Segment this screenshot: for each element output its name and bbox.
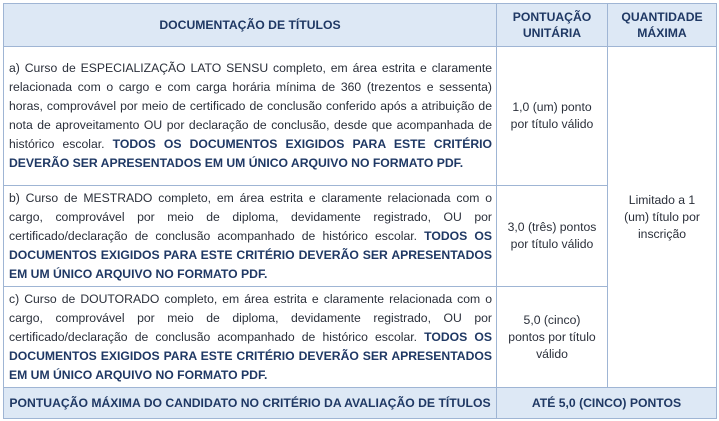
header-quantidade [608,4,717,47]
header-pontuacao-line1: PONTUAÇÃO [512,10,592,24]
header-pontuacao [497,4,608,47]
criterion-text: c) Curso de DOUTORADO completo, em área estrita e claramente relacionada com o cargo, comprovável por meio de diploma, devidamente registrado, OU por certificado/declaração de conclusão acompanhado de histórico escolar. [9,291,492,344]
criterion-text: b) Curso de MESTRADO completo, em área estrita e claramente relacionada com o cargo, comprovável por meio de diploma, devidamente registrado, OU por certificado/declaração de conclusão acompanhado de histórico escolar. [9,190,492,243]
criterion-text: a) Curso de ESPECIALIZAÇÃO LATO SENSU completo, em área estrita e claramente relacionada com o cargo e com carga horária mínima de 360 (trezentos e sessenta) horas, comprovável por meio de certificado de conclusão conferido após a atribuição de nota de aproveitamento OU por declaração de conclusão, desde que acompanhada de histórico escolar. [9,61,492,151]
points-line1: 5,0 (cinco) [523,312,581,327]
limit-line1: Limitado a 1 [628,192,696,207]
footer-label-text: PONTUAÇÃO MÁXIMA DO CANDIDATO NO CRITÉRIO DA AVALIAÇÃO DE TÍTULOS [9,396,491,410]
points-line1: 1,0 (um) ponto [512,100,592,114]
header-documentacao-label: DOCUMENTAÇÃO DE TÍTULOS [159,18,341,32]
footer-value [497,388,717,419]
footer-label [4,388,497,419]
points-line2: pontos por título [508,329,596,344]
criterion-especializacao [4,47,497,186]
points-mestrado [497,186,608,287]
criterion-emphasis: TODOS OS DOCUMENTOS EXIGIDOS PARA ESTE CRITÉRIO DEVERÃO SER APRESENTADOS EM UM ÚNICO ARQUIVO NO FORMATO PDF. [9,329,492,382]
table-row-especializacao [4,47,717,186]
footer-value-text: ATÉ 5,0 (CINCO) PONTOS [531,396,682,410]
criterion-emphasis: TODOS OS DOCUMENTOS EXIGIDOS PARA ESTE CRITÉRIO DEVERÃO SER APRESENTADOS EM UM ÚNICO ARQUIVO NO FORMATO PDF. [9,228,492,281]
points-line1: 3,0 (três) pontos [507,220,597,234]
header-quantidade-line2: MÁXIMA [637,26,687,40]
points-line3: válido [536,346,568,361]
criterion-mestrado [4,186,497,287]
titles-table [3,3,717,419]
table-footer-row [4,388,717,419]
max-quantity-cell [608,47,717,388]
points-line2: por título válido [510,237,594,251]
points-especializacao [497,47,608,186]
limit-line2: (um) título por [624,209,700,224]
header-documentacao [4,4,497,47]
points-doutorado [497,287,608,388]
points-line2: por título válido [510,117,594,131]
criterion-doutorado [4,287,497,388]
criterion-emphasis: TODOS OS DOCUMENTOS EXIGIDOS PARA ESTE CRITÉRIO DEVERÃO SER APRESENTADOS EM UM ÚNICO ARQUIVO NO FORMATO PDF. [9,137,493,170]
header-pontuacao-line2: UNITÁRIA [522,26,582,40]
table-header-row [4,4,717,47]
header-quantidade-line1: QUANTIDADE [621,10,703,24]
limit-line3: inscrição [637,226,687,241]
